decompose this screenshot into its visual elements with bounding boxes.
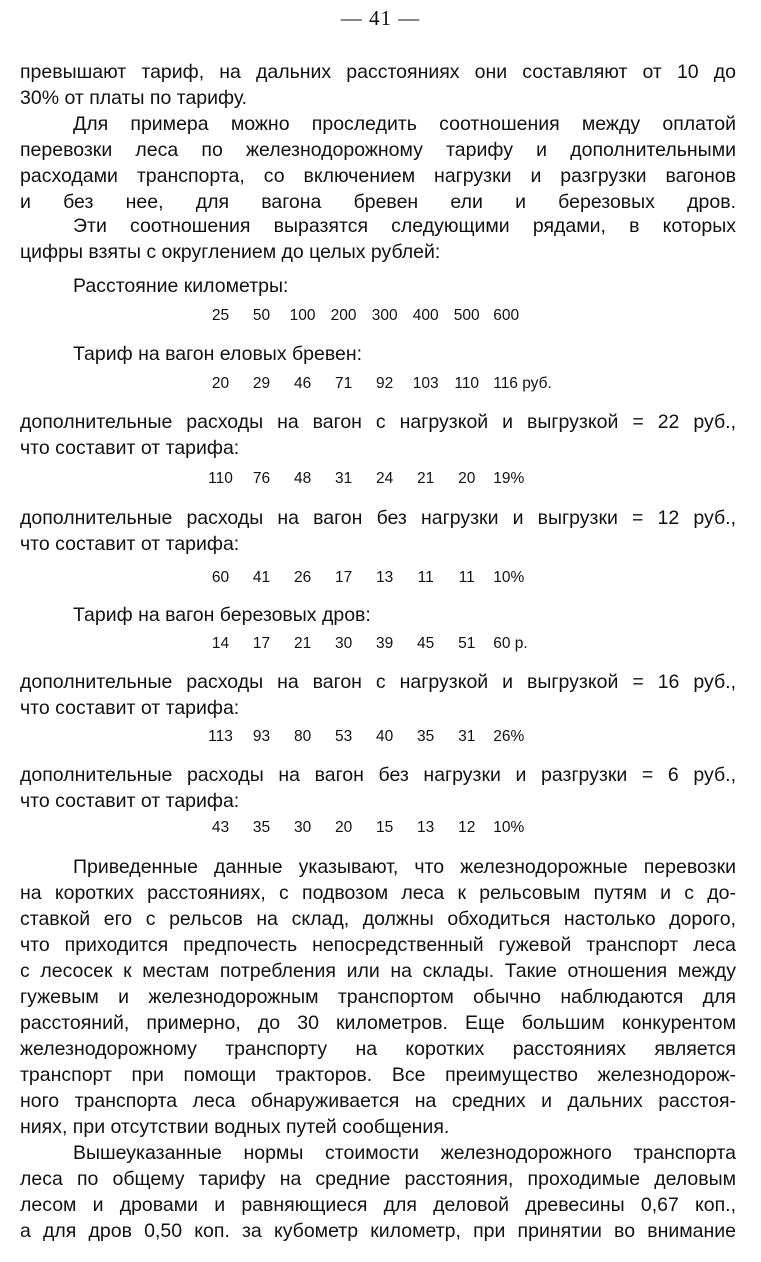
text-line: ниях, при отсутствии водных путей сообщения. xyxy=(20,1116,450,1138)
spruce-tariff-row xyxy=(200,374,560,394)
table-cell: 71 xyxy=(334,375,353,392)
table-cell: 15 xyxy=(376,819,394,836)
text-line: гужевым и железнодорожным транспортом обычно наблюдаются для xyxy=(20,986,736,1008)
table-cell: 20 xyxy=(334,819,353,836)
table-cell: 53 xyxy=(334,728,353,745)
table-cell: 14 xyxy=(211,635,230,652)
table-cell: 30 xyxy=(334,635,353,652)
text-line: цифры взяты с округлением до целых рублей: xyxy=(20,241,441,263)
table-cell: 50 xyxy=(252,307,271,324)
text-line: что составит от тарифа: xyxy=(20,533,240,555)
birch-noload-percent-row xyxy=(200,818,560,838)
text-line: с лесосек к местам потребления или на склады. Такие отношения между xyxy=(20,960,736,982)
distance-row xyxy=(200,306,560,326)
table-cell: 13 xyxy=(376,569,394,586)
table-cell: 19% xyxy=(493,470,525,487)
table-cell: 500 xyxy=(453,307,480,324)
table-cell: 20 xyxy=(211,375,230,392)
text-line: что составит от тарифа: xyxy=(20,790,240,812)
table-cell: 11 xyxy=(417,569,434,586)
table-cell: 13 xyxy=(417,819,435,836)
table-cell: 17 xyxy=(252,635,271,652)
table-cell: 10% xyxy=(493,819,525,836)
table-cell: 25 xyxy=(211,307,230,324)
birch-tariff-row xyxy=(200,634,560,654)
table-cell: 17 xyxy=(334,569,353,586)
table-cell: 26 xyxy=(293,569,312,586)
text-line: на коротких расстояниях, с подвозом леса к рельсовым путям и с до- xyxy=(20,882,736,904)
table-cell: 48 xyxy=(293,470,312,487)
text-line: дополнительные расходы на вагон без нагрузки и выгрузки = 12 руб., xyxy=(20,507,736,529)
text-line: Вышеуказанные нормы стоимости железнодорожного транспорта xyxy=(73,1142,736,1164)
text-line: что составит от тарифа: xyxy=(20,437,240,459)
table-cell: 30 xyxy=(293,819,312,836)
text-line: транспорт при помощи тракторов. Все преимущество железнодорож- xyxy=(20,1064,736,1086)
table-cell: 600 xyxy=(493,307,520,324)
table-cell: 110 xyxy=(208,470,233,487)
text-line: расходами транспорта, со включением нагрузки и разгрузки вагонов xyxy=(20,165,736,187)
table-cell: 93 xyxy=(252,728,271,745)
spruce-tariff-label: Тариф на вагон еловых бревен: xyxy=(73,343,363,365)
text-line: ного транспорта леса обнаруживается на средних и дальних расстоя- xyxy=(20,1090,736,1112)
table-cell: 60 р. xyxy=(493,635,528,652)
text-line: железнодорожному транспорту на коротких расстояниях является xyxy=(20,1038,736,1060)
table-cell: 10% xyxy=(493,569,525,586)
table-cell: 92 xyxy=(376,375,394,392)
table-cell: 60 xyxy=(211,569,230,586)
table-cell: 35 xyxy=(417,728,435,745)
text-line: и без нее, для вагона бревен ели и березовых дров. xyxy=(20,191,736,213)
table-cell: 51 xyxy=(458,635,476,652)
text-line: лесом и дровами и равняющиеся для деловой древесины 0,67 коп., xyxy=(20,1194,736,1216)
text-line: превышают тариф, на дальних расстояниях они составляют от 10 до xyxy=(20,61,736,83)
table-cell: 113 xyxy=(208,728,233,745)
table-cell: 46 xyxy=(293,375,312,392)
text-line: ставкой его с рельсов на склад, должны обходиться настолько дорого, xyxy=(20,908,736,930)
text-line: дополнительные расходы на вагон с нагрузкой и выгрузкой = 16 руб., xyxy=(20,671,736,693)
table-cell: 300 xyxy=(371,307,398,324)
table-cell: 45 xyxy=(417,635,435,652)
table-cell: 21 xyxy=(417,470,435,487)
text-line: дополнительные расходы на вагон с нагрузкой и выгрузкой = 22 руб., xyxy=(20,411,736,433)
table-cell: 12 xyxy=(458,819,476,836)
table-cell: 110 xyxy=(454,375,480,392)
spruce-load-percent-row xyxy=(200,469,560,489)
table-cell: 26% xyxy=(493,728,525,745)
text-line: Для примера можно проследить соотношения между оплатой xyxy=(73,113,736,135)
table-cell: 21 xyxy=(293,635,312,652)
text-line: а для дров 0,50 коп. за кубометр километр, при принятии во внимание xyxy=(20,1220,736,1242)
text-line: леса по общему тарифу на средние расстояния, проходимые деловым xyxy=(20,1168,736,1190)
table-cell: 116 руб. xyxy=(493,375,552,392)
text-line: дополнительные расходы на вагон без нагрузки и разгрузки = 6 руб., xyxy=(20,764,736,786)
text-line: перевозки леса по железнодорожному тарифу и дополнительными xyxy=(20,139,736,161)
table-cell: 43 xyxy=(211,819,230,836)
table-cell: 11 xyxy=(458,569,475,586)
table-cell: 200 xyxy=(330,307,357,324)
birch-tariff-label: Тариф на вагон березовых дров: xyxy=(73,604,371,626)
table-cell: 24 xyxy=(376,470,394,487)
text-line: 30% от платы по тарифу. xyxy=(20,87,248,109)
text-line: расстояний, примерно, до 30 километров. Еще большим конкурентом xyxy=(20,1012,736,1034)
page-number: — 41 — xyxy=(340,6,421,30)
text-line: что составит от тарифа: xyxy=(20,697,240,719)
distance-label: Расстояние километры: xyxy=(73,275,289,297)
table-cell: 400 xyxy=(412,307,439,324)
text-line: Приведенные данные указывают, что железнодорожные перевозки xyxy=(73,856,736,878)
table-cell: 100 xyxy=(289,307,316,324)
table-cell: 39 xyxy=(376,635,394,652)
table-cell: 41 xyxy=(252,569,271,586)
table-cell: 29 xyxy=(252,375,271,392)
table-cell: 103 xyxy=(412,375,439,392)
text-line: что приходится предпочесть непосредственный гужевой транспорт леса xyxy=(20,934,736,956)
table-cell: 31 xyxy=(334,470,353,487)
text-line: Эти соотношения выразятся следующими рядами, в которых xyxy=(73,215,736,237)
table-cell: 76 xyxy=(252,470,271,487)
table-cell: 31 xyxy=(458,728,476,745)
table-cell: 40 xyxy=(376,728,394,745)
birch-load-percent-row xyxy=(200,727,560,747)
table-cell: 35 xyxy=(252,819,271,836)
table-cell: 20 xyxy=(458,470,476,487)
table-cell: 80 xyxy=(293,728,312,745)
spruce-noload-percent-row xyxy=(200,568,560,588)
